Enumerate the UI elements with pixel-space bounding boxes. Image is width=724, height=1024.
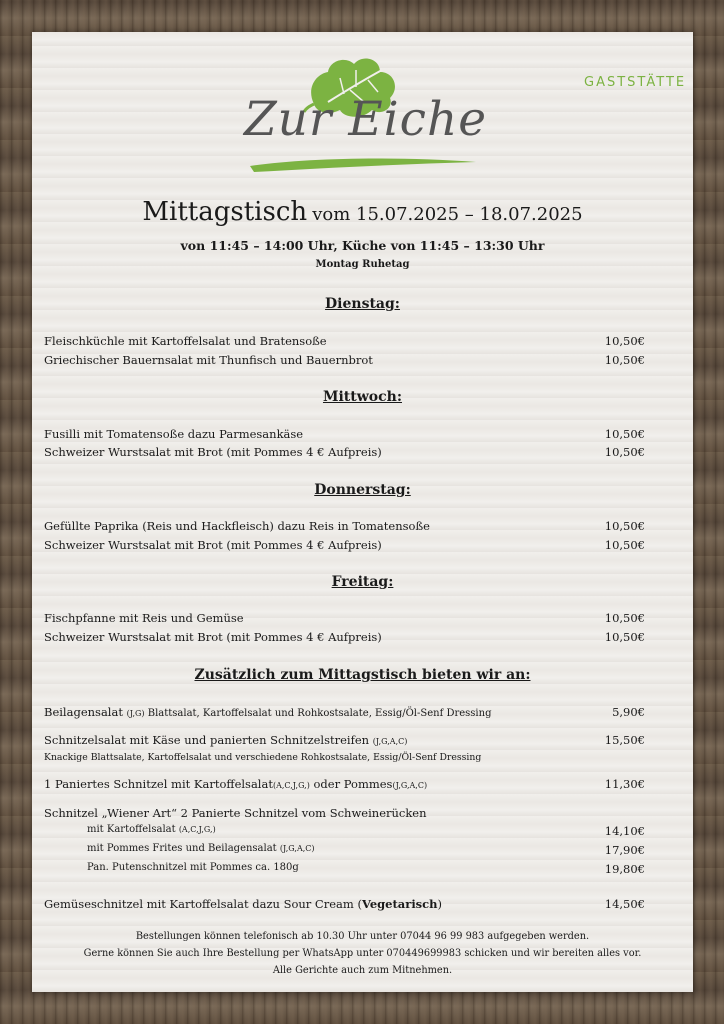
item-label: Fleischküchle mit Kartoffelsalat und Bratensoße	[44, 334, 327, 348]
logo-subtitle: GASTSTÄTTE	[584, 75, 687, 90]
item-price: 10,50€	[604, 334, 645, 348]
logo-name: Zur Eiche	[244, 92, 488, 147]
item-price: 10,50€	[604, 519, 645, 533]
item-price: 10,50€	[604, 427, 645, 441]
menu-option	[87, 862, 645, 876]
item-label: Gemüseschnitzel mit Kartoffelsalat dazu Sour Cream (Vegetarisch)	[44, 897, 443, 911]
menu-item-wiener-art	[44, 806, 645, 820]
item-label: mit Kartoffelsalat (A,C,J,G,)	[87, 824, 216, 835]
menu-sheet	[32, 32, 693, 992]
item-label: 1 Paniertes Schnitzel mit Kartoffelsalat(A,C,J,G,) oder Pommes(J,G,A,C)	[44, 777, 428, 791]
item-label: Fusilli mit Tomatensoße dazu Parmesankäse	[44, 427, 304, 441]
footer-takeaway-note: Alle Gerichte auch zum Mitnehmen.	[272, 965, 453, 976]
rest-day: Montag Ruhetag	[315, 259, 410, 270]
item-label: Beilagensalat (J,G) Blattsalat, Kartoffelsalat und Rohkostsalate, Essig/Öl-Senf Dressing	[44, 705, 492, 719]
item-label: Griechischer Bauernsalat mit Thunfisch und Bauernbrot	[44, 353, 373, 367]
allergen-codes: (A,C,J,G,)	[272, 781, 310, 790]
menu-option	[87, 843, 645, 857]
allergen-codes: (A,C,J,G,)	[178, 825, 216, 834]
item-label: mit Pommes Frites und Beilagensalat (J,G,A,C)	[87, 843, 315, 854]
menu-item	[44, 519, 645, 533]
menu-item-paniertes-schnitzel	[44, 777, 645, 791]
day-heading-donnerstag: Donnerstag:	[314, 482, 411, 498]
allergen-codes: (J,G,A,C)	[392, 781, 428, 790]
menu-item-beilagensalat	[44, 705, 645, 719]
menu-item	[44, 445, 645, 459]
footer-phone-note: Bestellungen können telefonisch ab 10.30 Uhr unter 07044 96 99 983 aufgegeben werden.	[135, 931, 590, 942]
item-price: 10,50€	[604, 353, 645, 367]
item-price: 10,50€	[604, 445, 645, 459]
allergen-codes: (J,G,A,C)	[372, 737, 408, 746]
item-label: Pan. Putenschnitzel mit Pommes ca. 180g	[87, 862, 299, 873]
title-main: Mittagstisch	[142, 197, 308, 227]
menu-item	[44, 611, 645, 625]
restaurant-logo	[244, 48, 687, 178]
allergen-codes: (J,G)	[126, 709, 145, 718]
title-dates: vom 15.07.2025 – 18.07.2025	[312, 204, 583, 225]
item-price: 14,10€	[604, 824, 645, 838]
item-price: 10,50€	[604, 630, 645, 644]
item-label: Schweizer Wurstsalat mit Brot (mit Pommes 4 € Aufpreis)	[44, 538, 382, 552]
item-label: Gefüllte Paprika (Reis und Hackfleisch) dazu Reis in Tomatensoße	[44, 519, 430, 533]
day-heading-mittwoch: Mittwoch:	[322, 389, 402, 405]
item-description: Knackige Blattsalate, Kartoffelsalat und verschiedene Rohkostsalate, Essig/Öl-Senf Dressing	[44, 752, 482, 763]
extras-heading: Zusätzlich zum Mittagstisch bieten wir an:	[194, 667, 531, 683]
menu-item	[44, 630, 645, 644]
vegetarian-tag: Vegetarisch	[361, 897, 438, 911]
item-price: 14,50€	[604, 897, 645, 911]
page-title	[32, 197, 693, 227]
item-price: 10,50€	[604, 538, 645, 552]
item-label: Schweizer Wurstsalat mit Brot (mit Pommes 4 € Aufpreis)	[44, 630, 382, 644]
menu-item-schnitzelsalat	[44, 733, 645, 747]
allergen-codes: (J,G,A,C)	[279, 844, 315, 853]
item-label: Fischpfanne mit Reis und Gemüse	[44, 611, 244, 625]
item-price: 17,90€	[604, 843, 645, 857]
item-label: Schnitzel „Wiener Art“ 2 Panierte Schnitzel vom Schweinerücken	[44, 806, 427, 820]
item-price: 15,50€	[604, 733, 645, 747]
menu-item-gemueseschnitzel	[44, 897, 645, 911]
day-heading-freitag: Freitag:	[331, 574, 394, 590]
item-price: 11,30€	[604, 777, 645, 791]
opening-hours: von 11:45 – 14:00 Uhr, Küche von 11:45 – 13:30 Uhr	[180, 238, 545, 253]
menu-item	[44, 538, 645, 552]
menu-item	[44, 353, 645, 367]
day-heading-dienstag: Dienstag:	[325, 296, 400, 312]
item-label: Schweizer Wurstsalat mit Brot (mit Pommes 4 € Aufpreis)	[44, 445, 382, 459]
item-price: 5,90€	[612, 705, 645, 719]
footer-whatsapp-note: Gerne können Sie auch Ihre Bestellung per WhatsApp unter 070449699983 schicken und wir bereiten alles vor.	[83, 948, 642, 959]
menu-item	[44, 334, 645, 348]
menu-item	[44, 427, 645, 441]
item-label: Schnitzelsalat mit Käse und panierten Schnitzelstreifen (J,G,A,C)	[44, 733, 408, 747]
menu-option	[87, 824, 645, 838]
item-price: 10,50€	[604, 611, 645, 625]
item-price: 19,80€	[604, 862, 645, 876]
